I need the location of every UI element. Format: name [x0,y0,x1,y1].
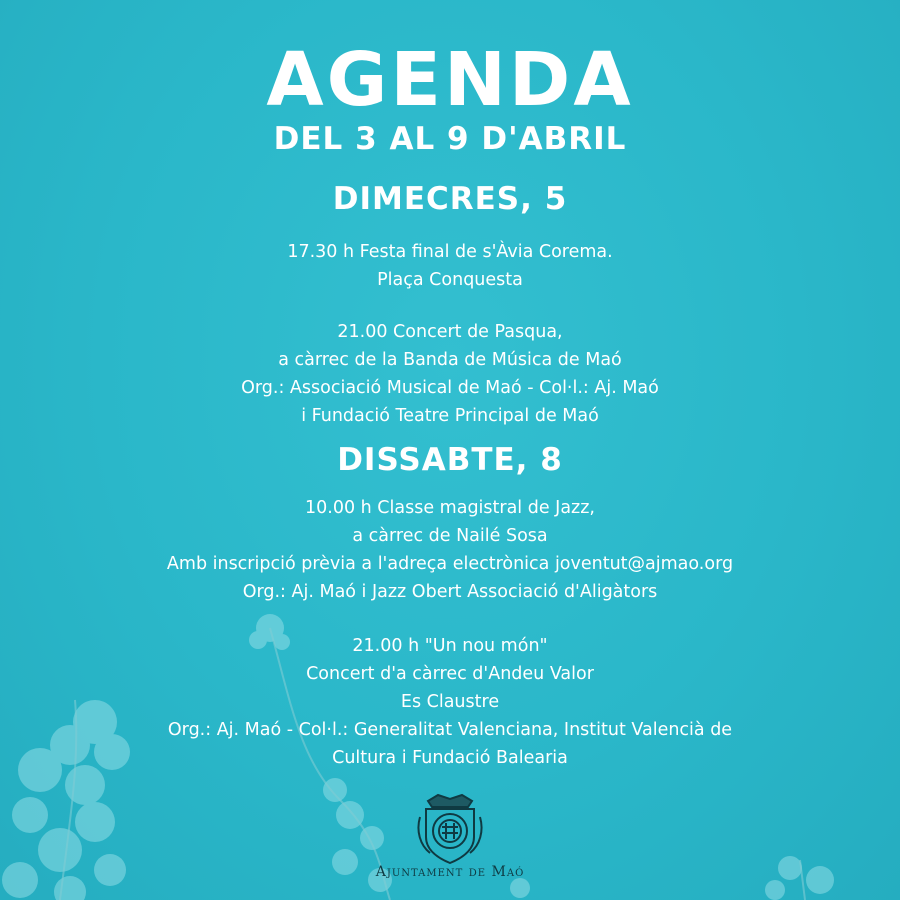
event-line-email: Amb inscripció prèvia a l'adreça electrònica joventut@ajmao.org [166,554,734,574]
event-jazz-masterclass [0,494,900,606]
day-heading-saturday: DISSABTE, 8 [337,442,563,478]
event-line: 21.00 h "Un nou món" [352,636,548,656]
event-un-nou-mon [0,632,900,772]
day-heading-wednesday: DIMECRES, 5 [332,181,568,217]
event-line: 10.00 h Classe magistral de Jazz, [304,498,595,518]
event-line: Org.: Aj. Maó - Col·l.: Generalitat Valenciana, Institut Valencià de [167,720,733,740]
event-line: a càrrec de la Banda de Música de Maó [278,350,622,370]
event-line: Concert d'a càrrec d'Andeu Valor [306,664,594,684]
organization-name: Ajuntament de Maó [375,864,525,880]
poster-subtitle: DEL 3 AL 9 D'ABRIL [273,121,627,157]
poster-title: AGENDA [266,37,634,123]
event-line: i Fundació Teatre Principal de Maó [301,406,599,426]
event-line: Plaça Conquesta [377,270,523,290]
event-line: a càrrec de Nailé Sosa [352,526,548,546]
coat-of-arms-icon [414,787,486,867]
event-festa-final [0,238,900,294]
event-line: 17.30 h Festa final de s'Àvia Corema. [287,242,613,262]
event-line: Org.: Associació Musical de Maó - Col·l.: Aj. Maó [241,378,659,398]
event-line: Org.: Aj. Maó i Jazz Obert Associació d'Aligàtors [242,582,658,602]
event-concert-pasqua [0,318,900,430]
event-line: Es Claustre [400,692,500,712]
event-line: 21.00 Concert de Pasqua, [337,322,563,342]
event-line: Cultura i Fundació Balearia [332,748,568,768]
